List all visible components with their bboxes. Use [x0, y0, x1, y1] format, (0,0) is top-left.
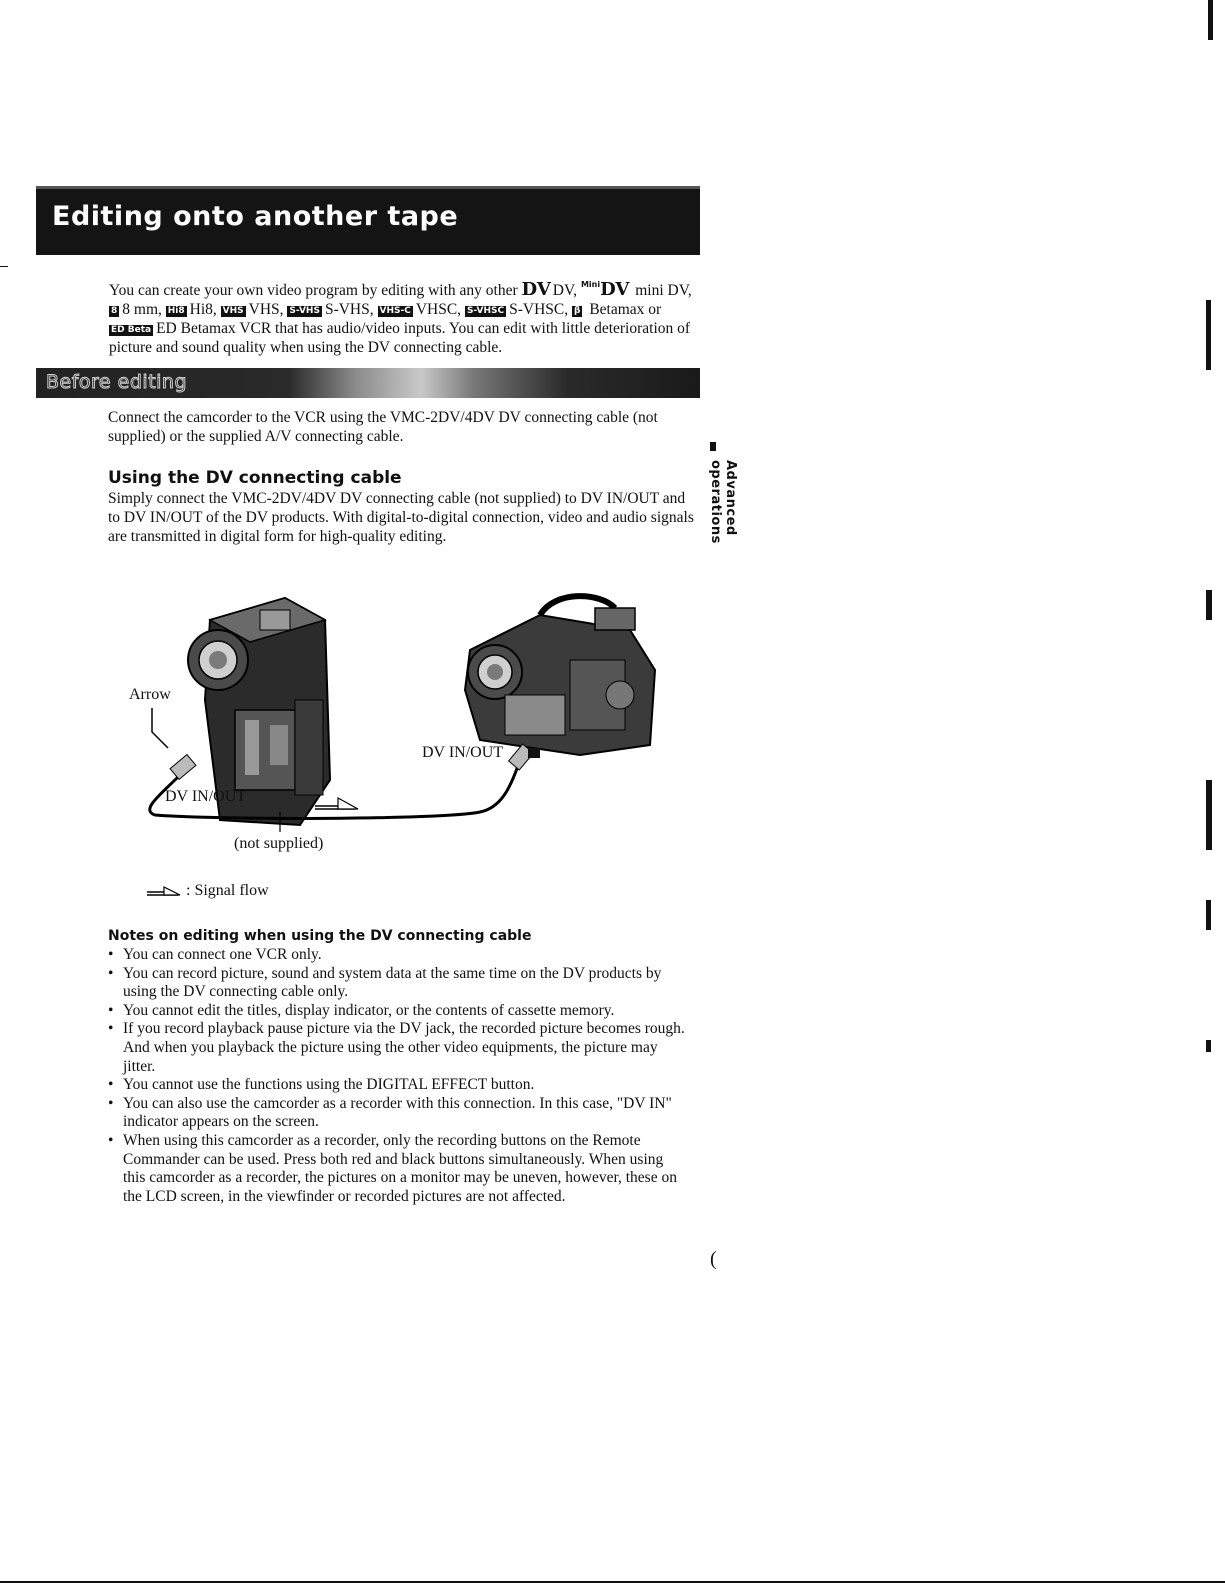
mini-dv-text: mini DV, [635, 282, 692, 299]
scan-edge-mark [1206, 1040, 1211, 1052]
notes-list [108, 946, 688, 1206]
note-item: • You cannot edit the titles, display indicator, or the contents of cassette memory. [108, 1002, 688, 1021]
note-item: • You can connect one VCR only. [108, 946, 688, 965]
intro-text: You can create your own video program by editing with any other [109, 282, 518, 299]
connection-diagram [100, 580, 700, 870]
camcorder-illustration [465, 596, 655, 755]
svhsc-text: S-VHSC, [509, 301, 569, 318]
signal-flow-legend [146, 882, 269, 900]
vhsc-logo: VHS-C [379, 306, 411, 316]
side-tab [708, 460, 738, 620]
left-port-label: DV IN/OUT [165, 788, 247, 805]
note-item: • You can also use the camcorder as a recorder with this connection. In this case, "DV IN" indicator appears on the screen. [108, 1095, 688, 1132]
svhs-text: S-VHS, [324, 301, 374, 318]
intro-rest-text: ED Betamax VCR that has audio/video inputs. You can edit with little deterioration of picture and sound quality when using the DV connecting cable. [109, 320, 691, 356]
note-item: • When using this camcorder as a recorder, only the recording buttons on the Remote Commander can be used. Press both red and black buttons simultaneously. When using this camcorder as a recorder, the pictures on a monitor may be uneven, however, these on the LCD screen, in the viewfinder or recorded pictures are not affected. [108, 1132, 688, 1206]
right-port-label: DV IN/OUT [422, 744, 504, 761]
arrow-pointer-line [152, 708, 168, 748]
scan-edge-mark [0, 266, 8, 267]
scan-edge-mark [1206, 590, 1212, 620]
8mm-text: 8 mm, [122, 301, 162, 318]
svhsc-logo: S-VHSC [466, 306, 505, 316]
dv-text: DV, [552, 282, 578, 299]
intro-paragraph [109, 275, 694, 357]
hi8-text: Hi8, [189, 301, 217, 318]
notes-heading: Notes on editing when using the DV connecting cable [108, 928, 532, 944]
mini-dv-superscript: Mini [580, 280, 601, 289]
section-bar [36, 368, 700, 398]
dv-port-icon [528, 748, 540, 758]
betamax-logo: β [573, 306, 581, 316]
vhs-text: VHS, [248, 301, 284, 318]
vhsc-text: VHSC, [415, 301, 462, 318]
page-number-fragment: ( [710, 1248, 717, 1270]
note-item: • If you record playback pause picture via the DV jack, the recorded picture becomes rough. And when you playback the picture using the other video equipments, the picture may jitter. [108, 1020, 688, 1076]
betamax-text: Betamax or [589, 301, 662, 318]
connect-instructions: Connect the camcorder to the VCR using the VMC-2DV/4DV DV connecting cable (not supplied) or the supplied A/V connecting cable. [108, 409, 658, 445]
ed-betamax-logo: ED Beta [111, 325, 152, 335]
signal-flow-legend-icon [146, 884, 182, 898]
scan-edge-mark [1206, 300, 1211, 370]
cable-note-label: (not supplied) [234, 835, 324, 852]
side-tab-label: Advanced operations [708, 460, 738, 544]
note-item: • You cannot use the functions using the DIGITAL EFFECT button. [108, 1076, 688, 1095]
subheading: Using the DV connecting cable [108, 468, 402, 488]
scan-edge-mark [1206, 780, 1212, 850]
hi8-logo: Hi8 [167, 306, 185, 316]
dv-logo: DV [521, 279, 551, 300]
svhs-logo: S-VHS [289, 306, 320, 316]
signal-flow-arrow-icon [315, 798, 358, 809]
title-bar [36, 186, 700, 255]
section-title: Before editing [46, 371, 188, 393]
arrow-label: Arrow [129, 686, 171, 703]
subheading-body: Simply connect the VMC-2DV/4DV DV connecting cable (not supplied) to DV IN/OUT and to DV IN/OUT of the DV products. With digital-to-digital connection, video and audio signals are transmitted in digital form for high-quality editing. [108, 490, 694, 545]
scan-edge-mark [1206, 900, 1211, 930]
vhs-logo: VHS [222, 306, 244, 316]
side-tab-bullet-icon [710, 442, 716, 451]
mini-dv-logo: DV [600, 279, 630, 300]
legend-label: : Signal flow [186, 882, 269, 899]
8mm-logo: 8 [111, 306, 118, 316]
note-item: • You can record picture, sound and system data at the same time on the DV products by using the DV connecting cable only. [108, 965, 688, 1002]
left-plug-icon [170, 755, 196, 780]
page-title: Editing onto another tape [52, 201, 459, 232]
scan-edge-mark [1208, 0, 1213, 40]
